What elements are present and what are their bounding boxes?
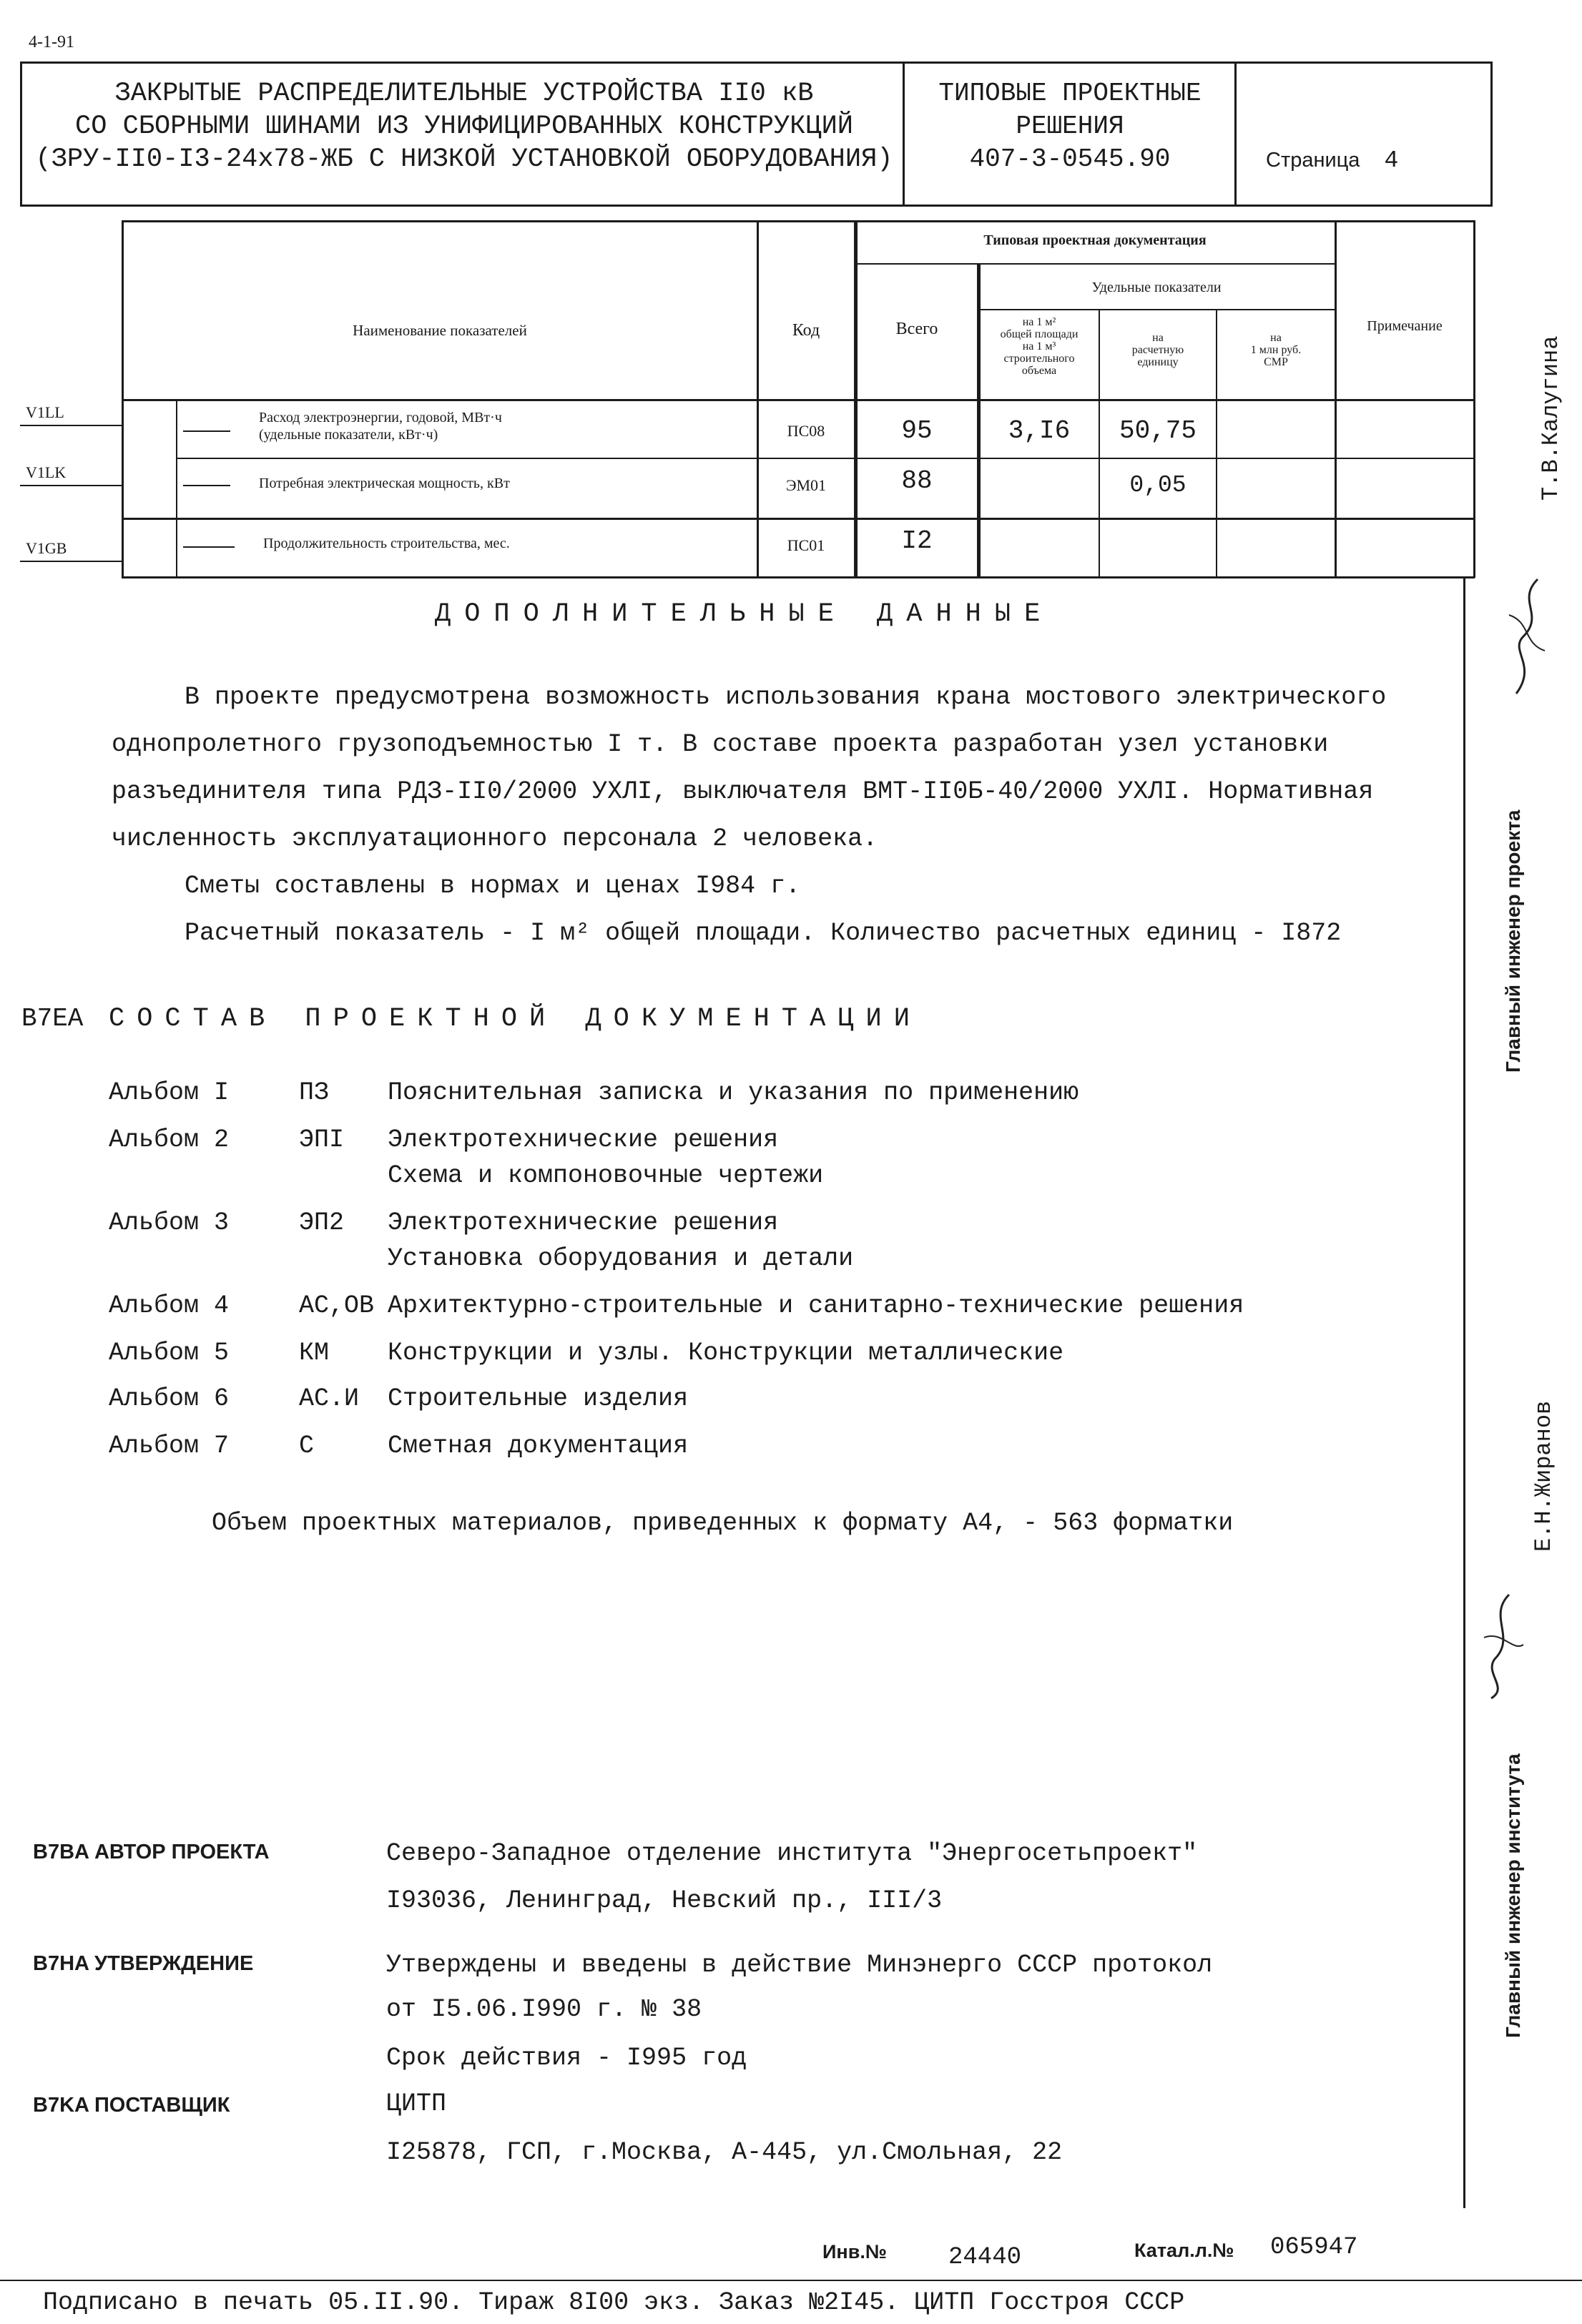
col-name-header: Наименование показателей: [353, 322, 527, 339]
supplier-address: I25878, ГСП, г.Москва, А-445, ул.Смольная, 22: [386, 2138, 1063, 2167]
header-line: на: [1152, 332, 1164, 344]
indicator-code: ЭМ01: [785, 476, 827, 494]
type-line: РЕШЕНИЯ: [1016, 112, 1124, 141]
album-title: Строительные изделия: [388, 1384, 689, 1413]
album-number: Альбом 4: [109, 1291, 230, 1320]
paragraph-line: В проекте предусмотрена возможность использования крана мостового электрического: [185, 683, 1387, 712]
signature: [1473, 1587, 1531, 1702]
header-line: единицу: [1137, 356, 1179, 368]
row-code-label: V1LL: [26, 403, 64, 421]
title-line: (ЗРУ-II0-I3-24х78-ЖБ С НИЗКОЙ УСТАНОВКОЙ ОБОРУДОВАНИЯ): [35, 144, 893, 174]
document-title: [29, 77, 900, 176]
album-number: Альбом I: [109, 1078, 230, 1107]
album-mark: ЭП2: [299, 1208, 345, 1237]
album-number: Альбом 5: [109, 1339, 230, 1367]
print-info: Подписано в печать 05.II.90. Тираж 8I00 экз. Заказ №2I45. ЦИТП Госстроя СССР: [43, 2288, 1185, 2317]
header-line: 1 млн руб.: [1250, 344, 1302, 356]
signature: [1495, 572, 1559, 701]
album-mark: АС.И: [299, 1384, 360, 1413]
col-note-header: Примечание: [1367, 318, 1443, 334]
composition-code: B7EA: [21, 1004, 84, 1033]
indicator-total: I2: [901, 526, 933, 556]
author-org: Северо-Западное отделение института "Энергосетьпроект": [386, 1839, 1198, 1868]
type-line: ТИПОВЫЕ ПРОЕКТНЫЕ: [938, 79, 1202, 108]
album-number: Альбом 7: [109, 1432, 230, 1460]
indicator-name-line: Расход электроэнергии, годовой, МВт·ч: [259, 410, 502, 425]
supplier-name: ЦИТП: [386, 2089, 447, 2118]
arrow-icon: [183, 546, 235, 548]
album-title: Пояснительная записка и указания по применению: [388, 1078, 1079, 1107]
additional-data-heading: ДОПОЛНИТЕЛЬНЫЕ ДАННЫЕ: [435, 599, 1054, 629]
inventory-number: 24440: [948, 2244, 1022, 2271]
paragraph-line: численность эксплуатационного персонала 2 человека.: [112, 824, 878, 853]
indicator-per-unit: 0,05: [1129, 472, 1186, 498]
inventory-label: Инв.№: [822, 2241, 887, 2263]
arrow-icon: [183, 430, 230, 432]
indicator-code: ПС08: [787, 422, 825, 440]
album-number: Альбом 3: [109, 1208, 230, 1237]
indicator-name: [259, 409, 502, 443]
page-indicator: [1266, 147, 1398, 174]
album-mark: АС,ОВ: [299, 1291, 375, 1320]
paragraph-line: однопролетного грузоподъемностью I т. В составе проекта разработан узел установки: [112, 730, 1329, 759]
paragraph-line: разъединителя типа РДЗ-II0/2000 УХЛI, выключателя ВМТ-II0Б-40/2000 УХЛI. Нормативная: [112, 777, 1374, 806]
validity-period: Срок действия - I995 год: [386, 2044, 747, 2072]
approval-label: B7HA УТВЕРЖДЕНИЕ: [33, 1952, 254, 1975]
col-per-area-header: [980, 316, 1099, 377]
album-mark: КМ: [299, 1339, 330, 1367]
indicator-code: ПС01: [787, 536, 825, 554]
header-line: строительного: [1003, 353, 1075, 365]
indicator-per-area: 3,I6: [1008, 416, 1071, 445]
supplier-label: B7KA ПОСТАВЩИК: [33, 2094, 230, 2117]
header-line: на 1 м²: [1022, 316, 1056, 328]
header-line: СМР: [1264, 356, 1288, 368]
indicator-name-line: Продолжительность строительства, мес.: [263, 536, 510, 551]
row-code-label: V1GB: [26, 539, 67, 557]
album-title: Схема и компоновочные чертежи: [388, 1161, 824, 1190]
signatory-role: Главный инженер института: [1502, 1753, 1524, 2038]
specific-header: Удельные показатели: [1091, 280, 1222, 295]
indicator-total: 88: [901, 466, 933, 496]
author-address: I93036, Ленинград, Невский пр., III/3: [386, 1886, 943, 1915]
album-mark: ПЗ: [299, 1078, 330, 1107]
header-line: общей площади: [1000, 328, 1079, 340]
title-line: СО СБОРНЫМИ ШИНАМИ ИЗ УНИФИЦИРОВАННЫХ КОНСТРУКЦИЙ: [75, 112, 853, 142]
col-per-unit-header: [1100, 332, 1216, 368]
catalog-label: Катал.л.№: [1134, 2240, 1234, 2261]
paragraph-line: Расчетный показатель - I м² общей площади. Количество расчетных единиц - I872: [185, 919, 1342, 947]
signatory-name: Т.В.Калугина: [1538, 335, 1564, 501]
col-per-million-header: [1217, 332, 1335, 368]
signatory-role: Главный инженер проекта: [1502, 809, 1524, 1073]
album-title: Электротехнические решения: [388, 1208, 779, 1237]
type-designation: [907, 77, 1233, 176]
indicator-name: [259, 475, 510, 492]
header-line: расчетную: [1131, 344, 1184, 356]
indicator-name: [263, 535, 510, 552]
indicator-name-line: Потребная электрическая мощность, кВт: [259, 476, 510, 491]
header-line: на 1 м³: [1022, 340, 1056, 353]
materials-volume: Объем проектных материалов, приведенных к формату А4, - 563 форматки: [212, 1509, 1234, 1537]
arrow-icon: [183, 485, 230, 486]
indicator-name-line: (удельные показатели, кВт·ч): [259, 427, 438, 443]
album-number: Альбом 2: [109, 1126, 230, 1154]
album-title: Электротехнические решения: [388, 1126, 779, 1154]
author-label: B7BA АВТОР ПРОЕКТА: [33, 1841, 270, 1863]
header-line: объема: [1021, 365, 1057, 377]
album-number: Альбом 6: [109, 1384, 230, 1413]
page-number: 4: [1384, 147, 1399, 174]
signatory-name: Е.Н.Жиранов: [1531, 1400, 1557, 1552]
album-title: Сметная документация: [388, 1432, 689, 1460]
type-line: 407-3-0545.90: [969, 144, 1171, 174]
album-mark: ЭПI: [299, 1126, 345, 1154]
approval-date: от I5.06.I990 г. № 38: [386, 1995, 702, 2024]
page-label: Страница: [1266, 149, 1360, 172]
catalog-number: 065947: [1270, 2234, 1358, 2261]
approval-text: Утверждены и введены в действие Минэнерго СССР протокол: [386, 1951, 1213, 1979]
group-header: Типовая проектная документация: [983, 232, 1207, 248]
album-title: Установка оборудования и детали: [388, 1244, 854, 1273]
corner-code: 4-1-91: [29, 33, 74, 51]
album-title: Архитектурно-строительные и санитарно-технические решения: [388, 1291, 1244, 1320]
row-code-label: V1LK: [26, 463, 67, 481]
indicator-total: 95: [901, 416, 933, 445]
header-line: на: [1270, 332, 1282, 344]
album-mark: С: [299, 1432, 315, 1460]
composition-heading: СОСТАВ ПРОЕКТНОЙ ДОКУМЕНТАЦИИ: [109, 1004, 922, 1034]
col-total-header: Всего: [895, 320, 938, 338]
title-line: ЗАКРЫТЫЕ РАСПРЕДЕЛИТЕЛЬНЫЕ УСТРОЙСТВА II0 кВ: [114, 79, 814, 109]
paragraph-line: Сметы составлены в нормах и ценах I984 г.: [185, 872, 801, 900]
album-title: Конструкции и узлы. Конструкции металлические: [388, 1339, 1064, 1367]
col-code-header: Код: [792, 321, 820, 340]
indicator-per-unit: 50,75: [1119, 416, 1197, 445]
